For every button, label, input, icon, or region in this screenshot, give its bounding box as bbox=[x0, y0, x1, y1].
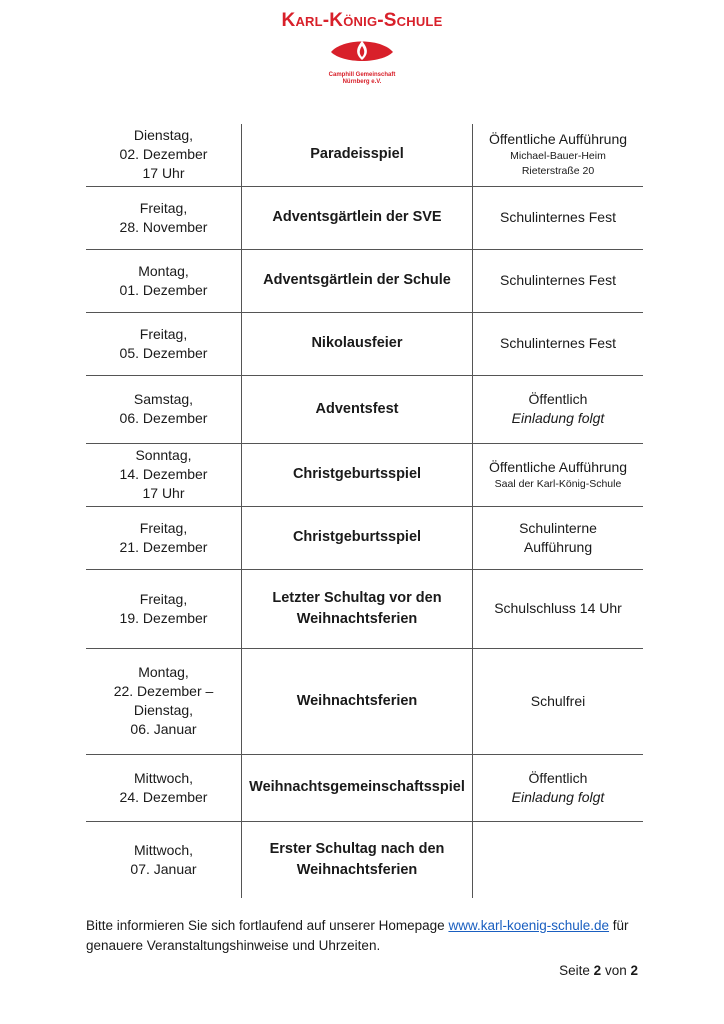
event-cell bbox=[242, 754, 473, 821]
info-line: Aufführung bbox=[523, 538, 593, 555]
info-cell bbox=[473, 312, 644, 375]
event-line: Christgeburtsspiel bbox=[292, 466, 422, 482]
date-cell bbox=[86, 312, 242, 375]
date-line: 28. November bbox=[119, 218, 208, 235]
date-line: 05. Dezember bbox=[119, 344, 208, 361]
table-row bbox=[86, 312, 643, 375]
date-line: 22. Dezember – bbox=[113, 683, 214, 699]
event-cell bbox=[242, 821, 473, 898]
date-cell bbox=[86, 249, 242, 312]
event-line: Weihnachtsferien bbox=[296, 861, 418, 878]
footer-text-after: für genauere Veranstaltungshinweise und Uhrzeiten. bbox=[86, 918, 629, 953]
date-line: Freitag, bbox=[139, 199, 188, 216]
info-cell bbox=[473, 648, 644, 754]
event-cell bbox=[242, 375, 473, 443]
date-cell bbox=[86, 754, 242, 821]
date-cell bbox=[86, 443, 242, 506]
event-cell bbox=[242, 506, 473, 569]
event-line: Erster Schultag nach den bbox=[269, 840, 445, 857]
info-note-line: Einladung folgt bbox=[511, 788, 605, 805]
info-detail-line: Rieterstraße 20 bbox=[521, 165, 595, 178]
date-line: Mittwoch, bbox=[133, 841, 194, 858]
event-cell bbox=[242, 249, 473, 312]
logo-subtitle-2: Nürnberg e.V. bbox=[342, 79, 382, 85]
date-line: Sonntag, bbox=[135, 447, 192, 463]
event-line: Weihnachtsgemeinschaftsspiel bbox=[249, 779, 465, 795]
event-line: Paradeisspiel bbox=[310, 146, 404, 163]
events-table bbox=[86, 124, 643, 898]
event-line: Nikolausfeier bbox=[311, 335, 403, 351]
date-line: Montag, bbox=[138, 664, 189, 680]
event-cell bbox=[242, 648, 473, 754]
event-line: Weihnachtsferien bbox=[296, 610, 418, 627]
page-total: 2 bbox=[630, 963, 638, 978]
footer-text-before: Bitte informieren Sie sich fortlaufend auf unserer Homepage bbox=[86, 918, 449, 933]
info-line: Öffentlich bbox=[528, 769, 588, 786]
date-cell bbox=[86, 506, 242, 569]
table-row bbox=[86, 443, 643, 506]
info-line: Öffentlich bbox=[528, 391, 588, 407]
date-line: 01. Dezember bbox=[119, 281, 208, 298]
info-detail-line: Saal der Karl-König-Schule bbox=[494, 477, 622, 490]
date-cell bbox=[86, 648, 242, 754]
school-logo-icon bbox=[327, 34, 397, 72]
info-line: Öffentliche Aufführung bbox=[488, 458, 628, 475]
table-row bbox=[86, 648, 643, 754]
info-line: Öffentliche Aufführung bbox=[488, 131, 628, 148]
info-line: Schulinternes Fest bbox=[500, 272, 616, 288]
footer-note bbox=[86, 916, 646, 956]
table-row bbox=[86, 821, 643, 898]
page-number bbox=[559, 963, 638, 978]
date-line: 24. Dezember bbox=[119, 788, 208, 805]
info-cell bbox=[473, 443, 644, 506]
date-line: Mittwoch, bbox=[133, 769, 194, 786]
event-cell bbox=[242, 443, 473, 506]
date-cell bbox=[86, 821, 242, 898]
info-cell bbox=[473, 186, 644, 249]
info-line: Schulinterne bbox=[519, 519, 597, 536]
date-line: 14. Dezember bbox=[119, 466, 208, 482]
table-row bbox=[86, 754, 643, 821]
event-cell bbox=[242, 569, 473, 648]
event-line: Weihnachtsferien bbox=[296, 692, 418, 709]
info-cell bbox=[473, 124, 644, 186]
date-line: Dienstag, bbox=[133, 702, 194, 718]
info-cell bbox=[473, 569, 644, 648]
page-header bbox=[0, 10, 724, 86]
date-line: 06. Januar bbox=[130, 721, 197, 737]
info-line: Schulfrei bbox=[530, 692, 586, 709]
date-line: 06. Dezember bbox=[119, 410, 208, 426]
date-line: 17 Uhr bbox=[142, 485, 185, 501]
date-line: Dienstag, bbox=[133, 127, 194, 144]
event-line: Christgeburtsspiel bbox=[292, 529, 422, 545]
event-line: Adventsgärtlein der Schule bbox=[263, 272, 451, 288]
page-current: 2 bbox=[593, 963, 602, 978]
table-row bbox=[86, 186, 643, 249]
event-line: Adventsgärtlein der SVE bbox=[272, 209, 442, 225]
info-cell bbox=[473, 249, 644, 312]
info-detail-line: Michael-Bauer-Heim bbox=[510, 150, 606, 163]
date-line: 21. Dezember bbox=[119, 538, 208, 555]
date-line: 19. Dezember bbox=[119, 609, 208, 626]
info-cell bbox=[473, 375, 644, 443]
date-line: Freitag, bbox=[139, 325, 188, 342]
info-cell bbox=[473, 506, 644, 569]
date-line: Montag, bbox=[138, 262, 189, 279]
info-note-line: Einladung folgt bbox=[511, 410, 605, 426]
date-line: Freitag, bbox=[139, 590, 188, 607]
date-cell bbox=[86, 569, 242, 648]
event-cell bbox=[242, 186, 473, 249]
date-line: 07. Januar bbox=[130, 860, 197, 877]
event-cell bbox=[242, 312, 473, 375]
info-line: Schulinternes Fest bbox=[500, 335, 616, 351]
table-row bbox=[86, 249, 643, 312]
table-row bbox=[86, 506, 643, 569]
date-cell bbox=[86, 124, 242, 186]
table-row bbox=[86, 375, 643, 443]
info-line: Schulinternes Fest bbox=[500, 209, 616, 225]
date-line: 17 Uhr bbox=[142, 165, 185, 182]
page-label: Seite bbox=[559, 963, 590, 978]
info-cell bbox=[473, 821, 644, 898]
info-line: Schulschluss 14 Uhr bbox=[494, 600, 622, 616]
table-row bbox=[86, 569, 643, 648]
date-cell bbox=[86, 186, 242, 249]
homepage-link[interactable]: www.karl-koenig-schule.de bbox=[448, 918, 610, 933]
date-line: 02. Dezember bbox=[119, 146, 208, 163]
school-name: Karl-König-Schule bbox=[281, 10, 443, 31]
date-line: Samstag, bbox=[133, 391, 194, 407]
logo-subtitle-1: Camphill Gemeinschaft bbox=[328, 72, 396, 78]
table-row bbox=[86, 124, 643, 186]
date-cell bbox=[86, 375, 242, 443]
event-line: Letzter Schultag vor den bbox=[272, 589, 442, 606]
info-cell bbox=[473, 754, 644, 821]
date-line: Freitag, bbox=[139, 519, 188, 536]
event-cell bbox=[242, 124, 473, 186]
event-line: Adventsfest bbox=[315, 400, 399, 417]
page-sep: von bbox=[604, 963, 627, 978]
